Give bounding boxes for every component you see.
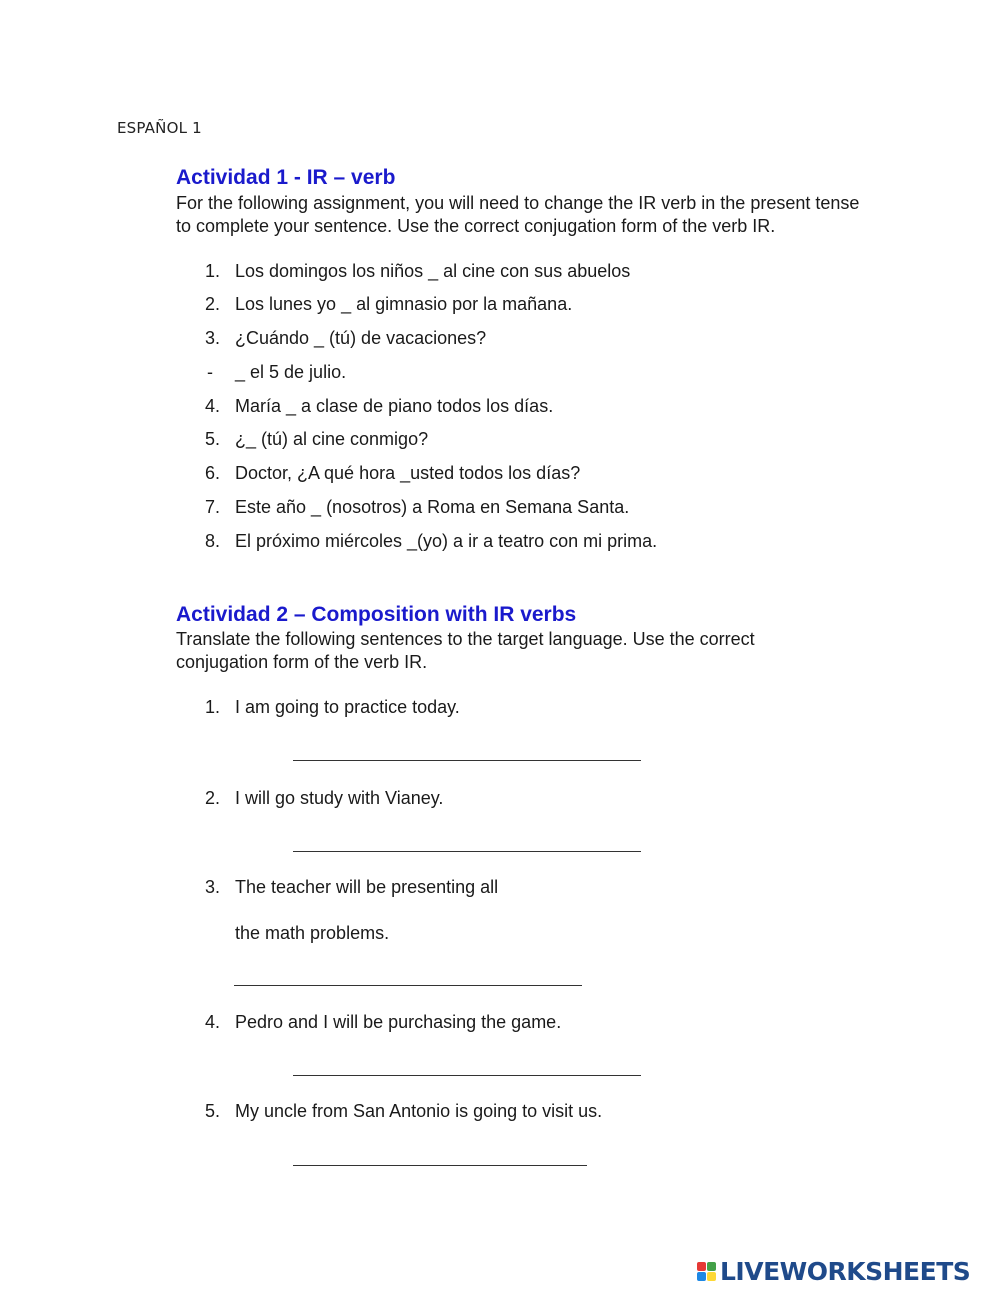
item-number: 5.: [205, 1101, 221, 1121]
item-text: Pedro and I will be purchasing the game.: [235, 1012, 562, 1032]
item-text: I will go study with Vianey.: [235, 788, 444, 808]
logo-text: LIVEWORKSHEETS: [720, 1256, 971, 1286]
item-number: 6.: [205, 463, 221, 483]
item-number: 4.: [205, 1012, 221, 1032]
item-text: María _ a clase de piano todos los días.: [235, 396, 554, 416]
activity-1-title: Actividad 1 - IR – verb: [176, 166, 396, 189]
item-number: 8.: [205, 531, 221, 551]
logo-mark-icon: [697, 1262, 716, 1281]
answer-blank[interactable]: [293, 851, 641, 852]
item-text: My uncle from San Antonio is going to visit us.: [235, 1101, 603, 1121]
logo-square: [707, 1262, 716, 1271]
item-number: 1.: [205, 697, 221, 717]
item-number: 4.: [205, 396, 221, 416]
item-text: _ el 5 de julio.: [235, 362, 347, 382]
item-number: 1.: [205, 261, 221, 281]
item-text: Los lunes yo _ al gimnasio por la mañana.: [235, 294, 573, 314]
item-number: 2.: [205, 294, 221, 314]
answer-blank[interactable]: [293, 1165, 587, 1166]
activity-2-instructions: Translate the following sentences to the target language. Use the correct conjugation form of the verb IR.: [176, 629, 755, 672]
item-text: ¿Cuándo _ (tú) de vacaciones?: [235, 328, 487, 348]
item-text-continuation: the math problems.: [235, 923, 390, 943]
item-number: -: [207, 362, 213, 382]
item-text: Doctor, ¿A qué hora _usted todos los días?: [235, 463, 581, 483]
item-text: El próximo miércoles _(yo) a ir a teatro con mi prima.: [235, 531, 658, 551]
item-text: ¿_ (tú) al cine conmigo?: [235, 429, 429, 449]
item-number: 3.: [205, 877, 221, 897]
item-text: I am going to practice today.: [235, 697, 460, 717]
item-text: The teacher will be presenting all: [235, 877, 499, 897]
answer-blank[interactable]: [293, 1075, 641, 1076]
item-text: Este año _ (nosotros) a Roma en Semana Santa.: [235, 497, 630, 517]
answer-blank[interactable]: [234, 985, 582, 986]
answer-blank[interactable]: [293, 760, 641, 761]
item-text: Los domingos los niños _ al cine con sus abuelos: [235, 261, 631, 281]
item-number: 3.: [205, 328, 221, 348]
logo-square: [707, 1272, 716, 1281]
course-label: ESPAÑOL 1: [117, 119, 202, 137]
activity-1-instructions: For the following assignment, you will need to change the IR verb in the present tense to complete your sentence. Use the correct conjugation form of the verb IR.: [176, 193, 860, 236]
item-number: 2.: [205, 788, 221, 808]
logo-square: [697, 1262, 706, 1271]
item-number: 7.: [205, 497, 221, 517]
liveworksheets-logo: [697, 1256, 970, 1286]
item-number: 5.: [205, 429, 221, 449]
logo-square: [697, 1272, 706, 1281]
activity-2-title: Actividad 2 – Composition with IR verbs: [176, 603, 577, 626]
